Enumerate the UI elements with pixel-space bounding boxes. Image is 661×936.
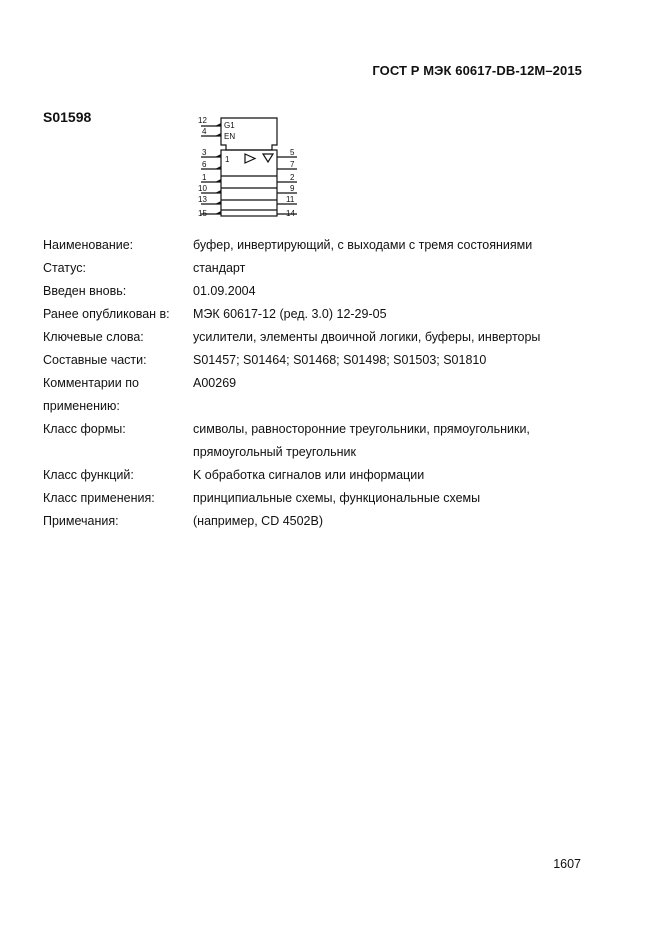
property-components — [43, 349, 603, 372]
property-label: Введен вновь: — [43, 284, 127, 298]
property-shape-class — [43, 418, 603, 464]
channel-label: 1 — [225, 155, 230, 164]
property-value: принципиальные схемы, функциональные схемы — [193, 491, 481, 505]
property-value: стандарт — [193, 261, 246, 275]
property-application-comments — [43, 372, 603, 418]
property-value: буфер, инвертирующий, с выходами с тремя состояниями — [193, 238, 533, 252]
property-name — [43, 234, 603, 257]
buffer-symbol-svg — [195, 114, 305, 224]
property-value: K обработка сигналов или информации — [193, 468, 425, 482]
property-label: Статус: — [43, 261, 86, 275]
three-state-triangle-icon — [263, 154, 273, 162]
pin-2: 2 — [290, 173, 295, 182]
property-notes — [43, 510, 603, 533]
property-label: Составные части: — [43, 353, 147, 367]
property-value — [193, 418, 603, 464]
property-function-class — [43, 464, 603, 487]
property-keywords — [43, 326, 603, 349]
property-label: Ранее опубликован в: — [43, 307, 170, 321]
property-label-line: применению: — [43, 399, 120, 413]
property-label — [43, 372, 193, 418]
control-label-en: EN — [224, 132, 236, 141]
property-label: Класс функций: — [43, 468, 134, 482]
pin-15: 15 — [198, 209, 207, 218]
property-previously-published — [43, 303, 603, 326]
property-value: (например, CD 4502B) — [193, 514, 323, 528]
properties-table — [43, 234, 603, 533]
pin-10: 10 — [198, 184, 207, 193]
property-label-line: Комментарии по — [43, 376, 139, 390]
property-value: 01.09.2004 — [193, 284, 256, 298]
property-label: Наименование: — [43, 238, 134, 252]
pin-7: 7 — [290, 160, 295, 169]
standard-header: ГОСТ Р МЭК 60617-DB-12M–2015 — [372, 63, 582, 78]
property-application-class — [43, 487, 603, 510]
property-status — [43, 257, 603, 280]
buffer-symbol-diagram — [195, 114, 305, 229]
property-label: Класс формы: — [43, 422, 126, 436]
property-value-line: символы, равносторонние треугольники, прямоугольники, — [193, 422, 530, 436]
pin-12: 12 — [198, 116, 207, 125]
pin-13: 13 — [198, 195, 207, 204]
pin-11: 11 — [286, 195, 295, 204]
property-value: S01457; S01464; S01468; S01498; S01503; S01810 — [193, 353, 487, 367]
pin-5: 5 — [290, 148, 295, 157]
pin-3: 3 — [202, 148, 207, 157]
property-value: МЭК 60617-12 (ред. 3.0) 12-29-05 — [193, 307, 387, 321]
pin-14: 14 — [286, 209, 295, 218]
property-value: усилители, элементы двоичной логики, буферы, инверторы — [193, 330, 541, 344]
property-label: Примечания: — [43, 514, 119, 528]
property-label: Ключевые слова: — [43, 330, 144, 344]
buffer-triangle-icon — [245, 154, 255, 163]
pin-9: 9 — [290, 184, 295, 193]
property-introduced — [43, 280, 603, 303]
property-value: A00269 — [193, 376, 237, 390]
pin-1: 1 — [202, 173, 207, 182]
page-number: 1607 — [553, 857, 581, 871]
control-label-g1: G1 — [224, 121, 235, 130]
property-value-line: прямоугольный треугольник — [193, 445, 356, 459]
symbol-code: S01598 — [43, 109, 92, 125]
pin-4: 4 — [202, 127, 207, 136]
pin-6: 6 — [202, 160, 207, 169]
property-label: Класс применения: — [43, 491, 155, 505]
